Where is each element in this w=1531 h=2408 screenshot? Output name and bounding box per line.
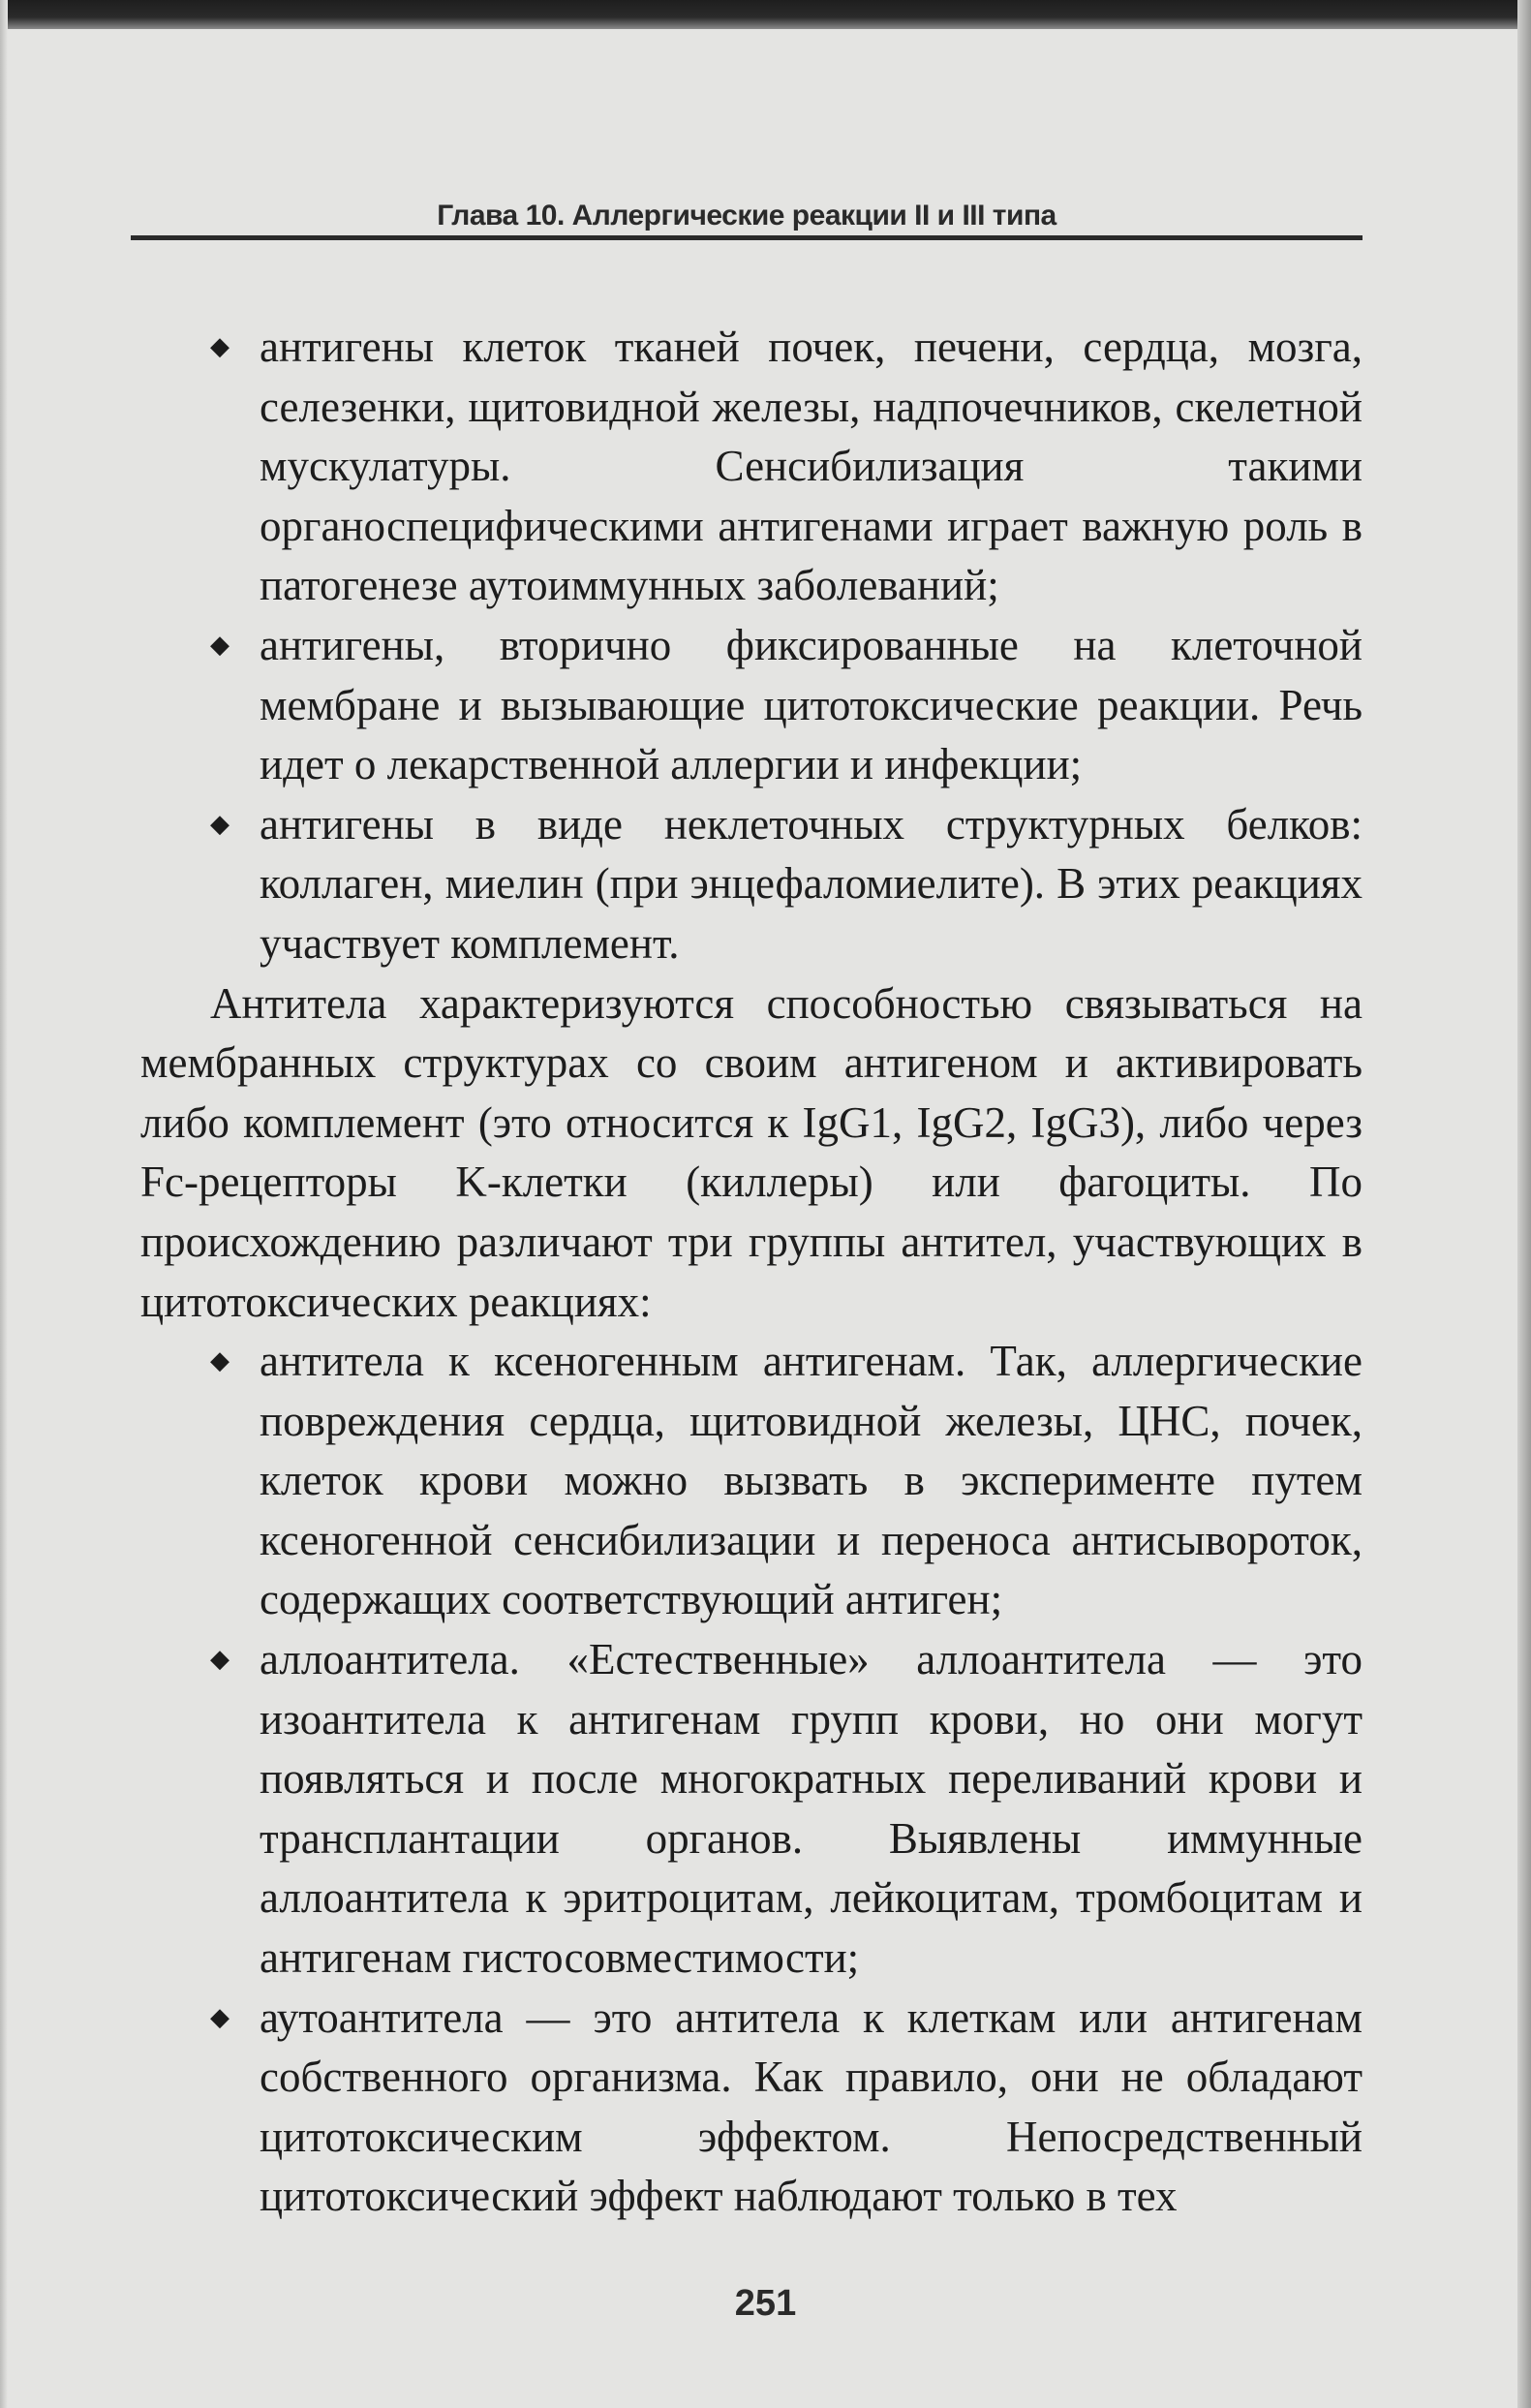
- scan-left-edge: [0, 0, 8, 2408]
- list-item: [140, 1989, 1363, 2227]
- scan-top-edge: [0, 0, 1531, 29]
- list-item: [140, 1332, 1363, 1630]
- list-item: [140, 1630, 1363, 1989]
- list-item-text: антигены клеток тканей почек, печени, сердца, мозга, селезенки, щитовидной железы, надпочечников, скелетной мускулатуры. Сенсибилизация такими органоспецифическими антигенами играет важную роль в патогенезе аутоиммунных заболеваний;: [260, 323, 1363, 610]
- scan-right-edge: [1517, 0, 1531, 2408]
- list-item-text: аутоантитела — это антитела к клеткам или антигенам собственного организма. Как правило, они не обладают цитотоксическим эффектом. Непосредственный цитотоксический эффект наблюдают только в тех: [260, 1992, 1363, 2221]
- diamond-bullet-icon: ◆: [210, 1346, 230, 1376]
- body-paragraph: Антитела характеризуются способностью связываться на мембранных структурах со своим антигеном и активировать либо комплемент (это относится к IgG1, IgG2, IgG3), либо через Fc-рецепторы K-клетки (киллеры) или фагоциты. По происхождению различают три группы антител, участвующих в цитотоксических реакциях:: [140, 978, 1363, 1326]
- diamond-bullet-icon: ◆: [210, 332, 230, 361]
- diamond-bullet-icon: ◆: [210, 2002, 230, 2032]
- antigen-list: [140, 318, 1363, 974]
- list-item: [140, 616, 1363, 795]
- list-item-text: антигены в виде неклеточных структурных белков: коллаген, миелин (при энцефаломиелите). В этих реакциях участвует комплемент.: [260, 799, 1363, 968]
- diamond-bullet-icon: ◆: [210, 630, 230, 660]
- page-number: 251: [734, 2283, 797, 2324]
- list-item-text: аллоантитела. «Естественные» аллоантитела — это изоантитела к антигенам групп крови, но они могут появляться и после многократных переливаний крови и трансплантации органов. Выявлены иммунные аллоантитела к эритроцитам, лейкоцитам, тромбоцитам и антигенам гистосовместимости;: [260, 1635, 1363, 1983]
- list-item: [140, 318, 1363, 616]
- list-item: [140, 795, 1363, 974]
- antibody-list: [140, 1332, 1363, 2227]
- running-head: Глава 10. Аллергические реакции II и III типа: [437, 200, 1056, 232]
- running-head-rule: [131, 235, 1363, 240]
- list-item-text: антитела к ксеногенным антигенам. Так, аллергические повреждения сердца, щитовидной железы, ЦНС, почек, клеток крови можно вызвать в эксперименте путем ксеногенной сенсибилизации и переноса антисывороток, содержащих соответствующий антиген;: [260, 1337, 1363, 1624]
- page-body: [140, 318, 1363, 2227]
- diamond-bullet-icon: ◆: [210, 1645, 230, 1675]
- diamond-bullet-icon: ◆: [210, 809, 230, 839]
- list-item-text: антигены, вторично фиксированные на клеточной мембране и вызывающие цитотоксические реакции. Речь идет о лекарственной аллергии и инфекции;: [260, 620, 1363, 789]
